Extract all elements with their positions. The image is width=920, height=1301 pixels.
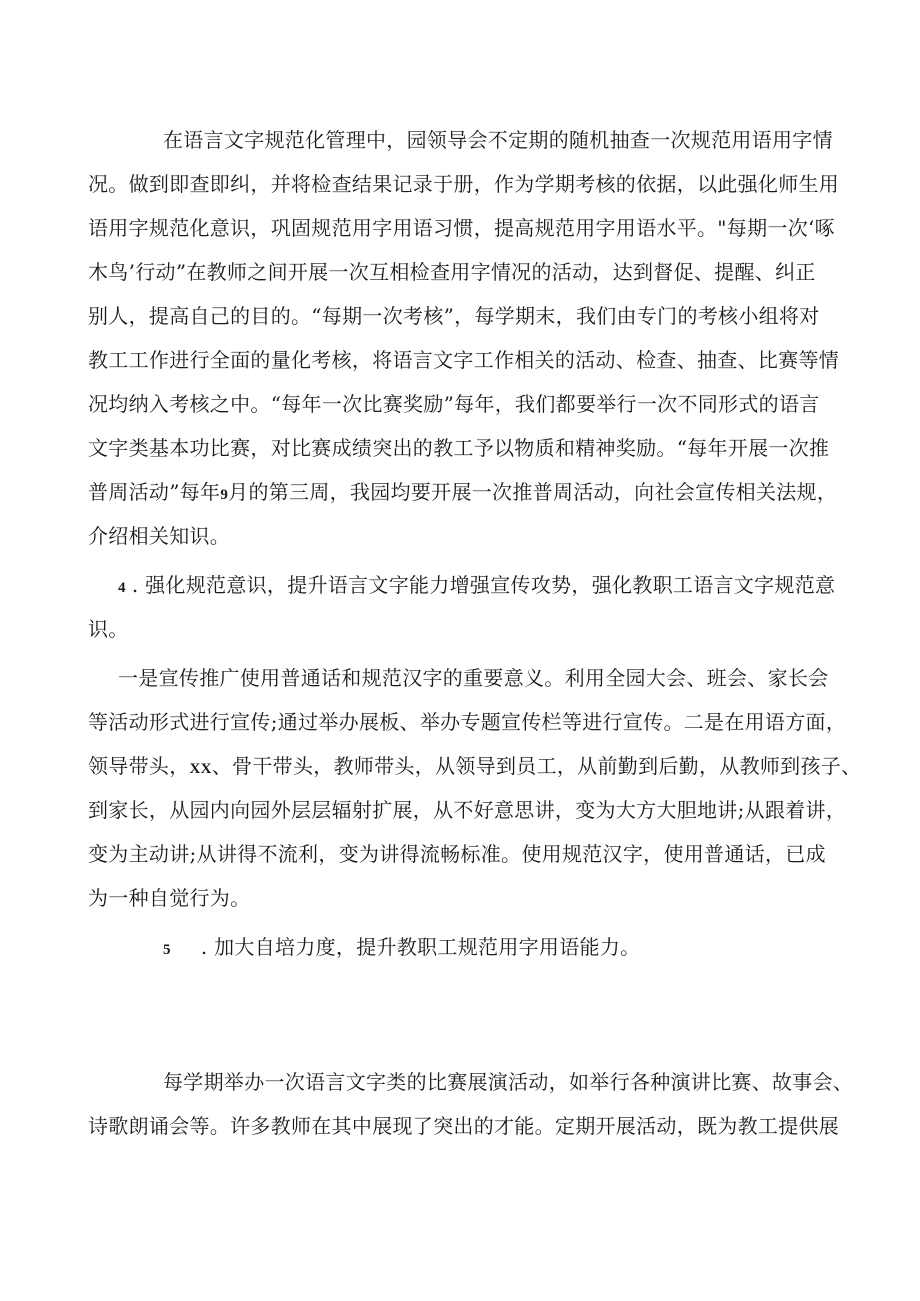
paragraph-1-line-2: 况。做到即查即纠，并将检查结果记录于册，作为学期考核的依据，以此强化师生用 [88, 172, 840, 196]
paragraph-1-line-7: 况均纳入考核之中。“每年一次比赛奖励”每年，我们都要举行一次不同形式的语言 [88, 392, 820, 416]
paragraph-2-line-6: 为一种自觉行为。 [88, 886, 251, 910]
heading-5 [163, 933, 920, 964]
paragraph-1-line-1: 在语言文字规范化管理中，园领导会不定期的随机抽查一次规范用语用字情 [163, 128, 833, 152]
heading-5-text: . 加大自培力度，提升教职工规范用字用语能力。 [200, 935, 641, 959]
paragraph-1-line-4: 木鸟’行动”在教师之间开展一次互相检查用字情况的活动，达到督促、提醒、纠正 [88, 260, 816, 284]
month-number: 9 [220, 487, 229, 503]
heading-4-number: 4 [118, 580, 126, 596]
paragraph-3-line-1: 每学期举办一次语言文字类的比赛展演活动，如举行各种演讲比赛、故事会、 [163, 1070, 854, 1094]
paragraph-3-line-2: 诗歌朗诵会等。许多教师在其中展现了突出的才能。定期开展活动，既为教工提供展 [88, 1114, 840, 1138]
paragraph-1-line-3: 语用字规范化意识，巩固规范用字用语习惯，提高规范用字用语水平。"每期一次‘啄 [88, 216, 835, 240]
paragraph-2-line-4: 到家长，从园内向园外层层辐射扩展，从不好意思讲，变为大方大胆地讲;从跟着讲， [88, 798, 847, 822]
paragraph-2-line-1: 一是宣传推广使用普通话和规范汉字的重要意义。利用全园大会、班会、家长会 [118, 666, 829, 690]
paragraph-1-line-9-before: 普周活动”每年 [88, 480, 221, 504]
heading-4 [118, 571, 878, 602]
paragraph-2-line-3-after: 、骨干带头，教师带头，从领导到员工，从前勤到后勤，从教师到孩子、 [211, 754, 862, 778]
paragraph-1-line-5: 别人，提高自己的目的。“每期一次考核”，每学期末，我们由专门的考核小组将对 [88, 304, 820, 328]
heading-4-continuation: 识。 [88, 617, 129, 641]
heading-5-number: 5 [163, 942, 171, 958]
placeholder-xx: XX [189, 761, 212, 777]
paragraph-2-line-3-before: 领导带头， [88, 754, 190, 778]
paragraph-1-line-6: 教工工作进行全面的量化考核，将语言文字工作相关的活动、检查、抽查、比赛等情 [88, 348, 840, 372]
heading-4-text: . 强化规范意识，提升语言文字能力增强宣传攻势，强化教职工语言文字规范意 [131, 573, 836, 597]
paragraph-2-line-3 [88, 752, 862, 783]
paragraph-2-line-5: 变为主动讲;从讲得不流利，变为讲得流畅标准。使用规范汉字，使用普通话，已成 [88, 842, 826, 866]
paragraph-1-line-10: 介绍相关知识。 [88, 524, 231, 548]
paragraph-1-line-9-after: 月的第三周，我园均要开展一次推普周活动，向社会宣传相关法规， [228, 480, 838, 504]
paragraph-1-line-8: 文字类基本功比赛，对比赛成绩突出的教工予以物质和精神奖励。“每年开展一次推 [88, 436, 830, 460]
paragraph-1-line-9 [88, 478, 848, 509]
paragraph-2-line-2: 等活动形式进行宣传;通过举办展板、举办专题宣传栏等进行宣传。二是在用语方面， [88, 710, 847, 734]
